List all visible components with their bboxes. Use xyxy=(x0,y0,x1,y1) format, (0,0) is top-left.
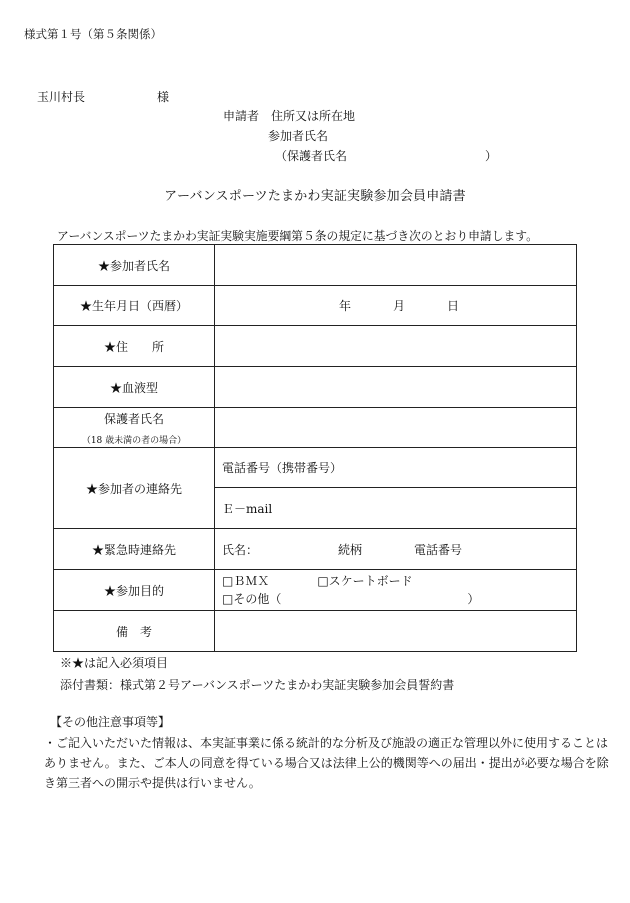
emergency-contact-label: ★緊急時連絡先 xyxy=(54,529,215,570)
purpose-field xyxy=(215,570,577,611)
dob-label: ★生年月日（西暦） xyxy=(54,286,215,326)
attachment-note: 添付書類：様式第２号アーバンスポーツたまかわ実証実験参加会員誓約書 xyxy=(60,678,455,692)
address-field[interactable] xyxy=(215,326,577,367)
guardian-label-note: （18 歳未満の者の場合） xyxy=(81,435,187,446)
contact-label: ★参加者の連絡先 xyxy=(54,448,215,529)
purpose-skateboard-checkbox[interactable]: □スケートボード xyxy=(317,574,413,588)
phone-field[interactable]: 電話番号（携帯番号） xyxy=(215,448,577,488)
address-label: ★住 所 xyxy=(54,326,215,367)
required-note: ※★は記入必須項目 xyxy=(60,656,169,670)
guardian-name-open: （保護者氏名 xyxy=(275,149,348,163)
purpose-other-checkbox[interactable]: □その他（ xyxy=(222,592,282,606)
blood-type-label: ★血液型 xyxy=(54,367,215,408)
guardian-label-text: 保護者氏名 xyxy=(103,411,164,426)
notice-heading: 【その他注意事項等】 xyxy=(50,715,171,729)
addressee xyxy=(37,88,169,105)
intro-text: アーバンスポーツたまかわ実証実験実施要綱第５条の規定に基づき次のとおり申請します。 xyxy=(57,229,538,243)
emergency-relation-label: 続柄 xyxy=(338,542,363,557)
applicant-name-label: 参加者氏名 xyxy=(268,129,329,143)
participant-name-label: ★参加者氏名 xyxy=(54,245,215,286)
addressee-name: 玉川村長 xyxy=(37,90,86,104)
application-table xyxy=(53,244,577,652)
row-participant-name xyxy=(54,245,577,286)
dob-month-label: 月 xyxy=(392,299,405,313)
purpose-bmx-checkbox[interactable]: □ＢＭＸ xyxy=(222,574,270,588)
row-guardian xyxy=(54,408,577,448)
purpose-label: ★参加目的 xyxy=(54,570,215,611)
remarks-label: 備 考 xyxy=(54,611,215,652)
row-remarks xyxy=(54,611,577,652)
emergency-phone-label: 電話番号 xyxy=(414,542,463,557)
emergency-name-label: 氏名： xyxy=(222,542,259,557)
row-purpose xyxy=(54,570,577,611)
row-emergency xyxy=(54,529,577,570)
row-contact-phone xyxy=(54,448,577,488)
emergency-contact-field[interactable] xyxy=(215,529,577,570)
form-number: 様式第１号（第５条関係） xyxy=(24,27,162,41)
guardian-name-close: ） xyxy=(485,149,498,163)
row-address xyxy=(54,326,577,367)
dob-field[interactable] xyxy=(215,286,577,326)
participant-name-field[interactable] xyxy=(215,245,577,286)
blood-type-field[interactable] xyxy=(215,367,577,408)
applicant-guardian-line xyxy=(275,147,497,164)
email-field[interactable]: Ｅ－mail xyxy=(215,488,577,529)
dob-year-label: 年 xyxy=(338,299,351,313)
row-blood-type xyxy=(54,367,577,408)
document-title: アーバンスポーツたまかわ実証実験参加会員申請書 xyxy=(164,189,466,204)
remarks-field[interactable] xyxy=(215,611,577,652)
guardian-name-label xyxy=(54,408,215,448)
addressee-honorific: 様 xyxy=(157,90,170,104)
applicant-address-label: 申請者 住所又は所在地 xyxy=(223,109,356,123)
notice-body: ・ご記入いただいた情報は、本実証事業に係る統計的な分析及び施設の適正な管理以外に使用することはありません。また、ご本人の同意を得ている場合又は法律上公的機関等への届出・提出が必要な場合を除き第三者への開示や提供は行いません。 xyxy=(44,736,609,790)
dob-day-label: 日 xyxy=(447,299,460,313)
guardian-name-field[interactable] xyxy=(215,408,577,448)
purpose-other-close: ） xyxy=(467,592,480,606)
row-dob xyxy=(54,286,577,326)
